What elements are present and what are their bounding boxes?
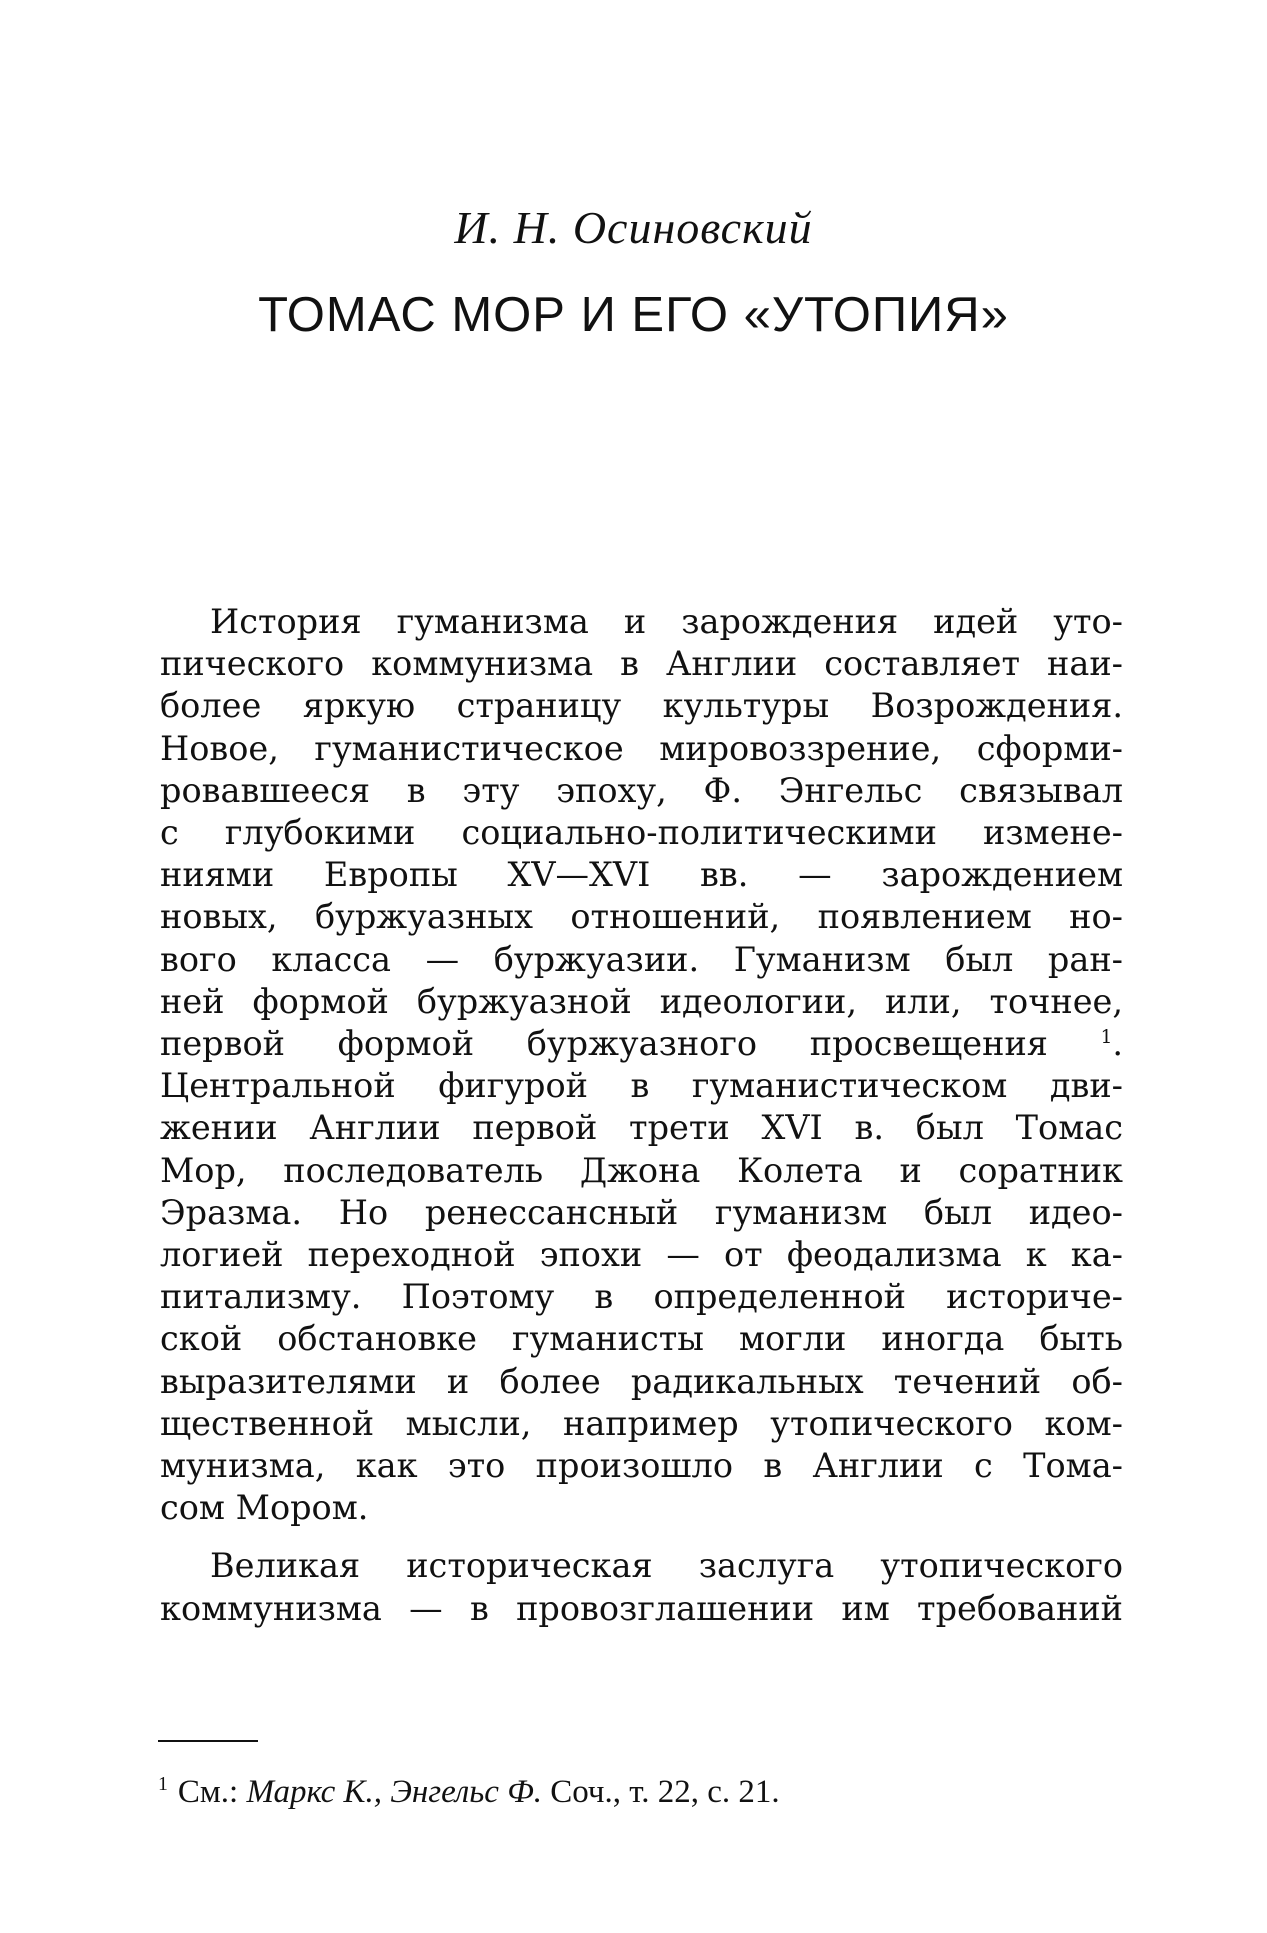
text-line: жении Англии первой трети XVI в. был Томас bbox=[160, 1108, 1123, 1148]
text-segment: . bbox=[1112, 1024, 1124, 1064]
text-line: щественной мысли, например утопического ком- bbox=[160, 1403, 1123, 1443]
footnote-see: См.: bbox=[177, 1774, 239, 1810]
text-line: Новое, гуманистическое мировоззрение, сформи- bbox=[160, 728, 1123, 768]
text-line: сом Мором. bbox=[160, 1488, 369, 1528]
text-line: Центральной фигурой в гуманистическом дви- bbox=[160, 1066, 1123, 1106]
text-line: выразителями и более радикальных течений об- bbox=[160, 1361, 1123, 1401]
text-line: вого класса — буржуазии. Гуманизм был ран- bbox=[160, 939, 1123, 979]
footnote-divider bbox=[158, 1740, 258, 1742]
text-line: новых, буржуазных отношений, появлением но- bbox=[160, 897, 1123, 937]
text-line: коммунизма — в провозглашении им требований bbox=[160, 1588, 1123, 1628]
chapter-title: ТОМАС МОР И ЕГО «УТОПИЯ» bbox=[258, 288, 1009, 342]
text-line: Эразма. Но ренессансный гуманизм был идео- bbox=[160, 1192, 1123, 1232]
footnote-authors: Маркс К., Энгельс Ф. bbox=[246, 1774, 542, 1810]
text-segment: первой формой буржуазного просвещения bbox=[160, 1024, 1048, 1064]
text-line-with-footnote bbox=[160, 1023, 1123, 1065]
text-line: более яркую страницу культуры Возрождения. bbox=[160, 686, 1123, 726]
author-name: И. Н. Осиновский bbox=[454, 202, 813, 253]
footnote-work: Соч., т. 22, с. 21. bbox=[550, 1774, 780, 1810]
text-line: Мор, последователь Джона Колета и соратник bbox=[160, 1150, 1123, 1190]
text-line: логией переходной эпохи — от феодализма к ка- bbox=[160, 1235, 1123, 1275]
footnote-reference[interactable]: 1 bbox=[1100, 1026, 1113, 1048]
text-line: ниями Европы XV—XVI вв. — зарождением bbox=[160, 855, 1123, 895]
text-line: питализму. Поэтому в определенной историче- bbox=[160, 1277, 1123, 1317]
text-line: мунизма, как это произошло в Англии с Тома- bbox=[160, 1446, 1123, 1486]
text-line: ней формой буржуазной идеологии, или, точнее, bbox=[160, 981, 1123, 1021]
text-line: Великая историческая заслуга утопического bbox=[210, 1546, 1123, 1586]
main-text bbox=[160, 601, 1123, 1630]
text-line: ровавшееся в эту эпоху, Ф. Энгельс связывал bbox=[160, 770, 1123, 810]
footnote bbox=[158, 1771, 1118, 1813]
text-line: пического коммунизма в Англии составляет наи- bbox=[160, 644, 1123, 684]
text-line: с глубокими социально-политическими измене- bbox=[160, 813, 1123, 853]
footnote-mark: 1 bbox=[158, 1773, 168, 1795]
text-line: История гуманизма и зарождения идей уто- bbox=[210, 602, 1123, 641]
text-line: ской обстановке гуманисты могли иногда быть bbox=[160, 1319, 1123, 1359]
